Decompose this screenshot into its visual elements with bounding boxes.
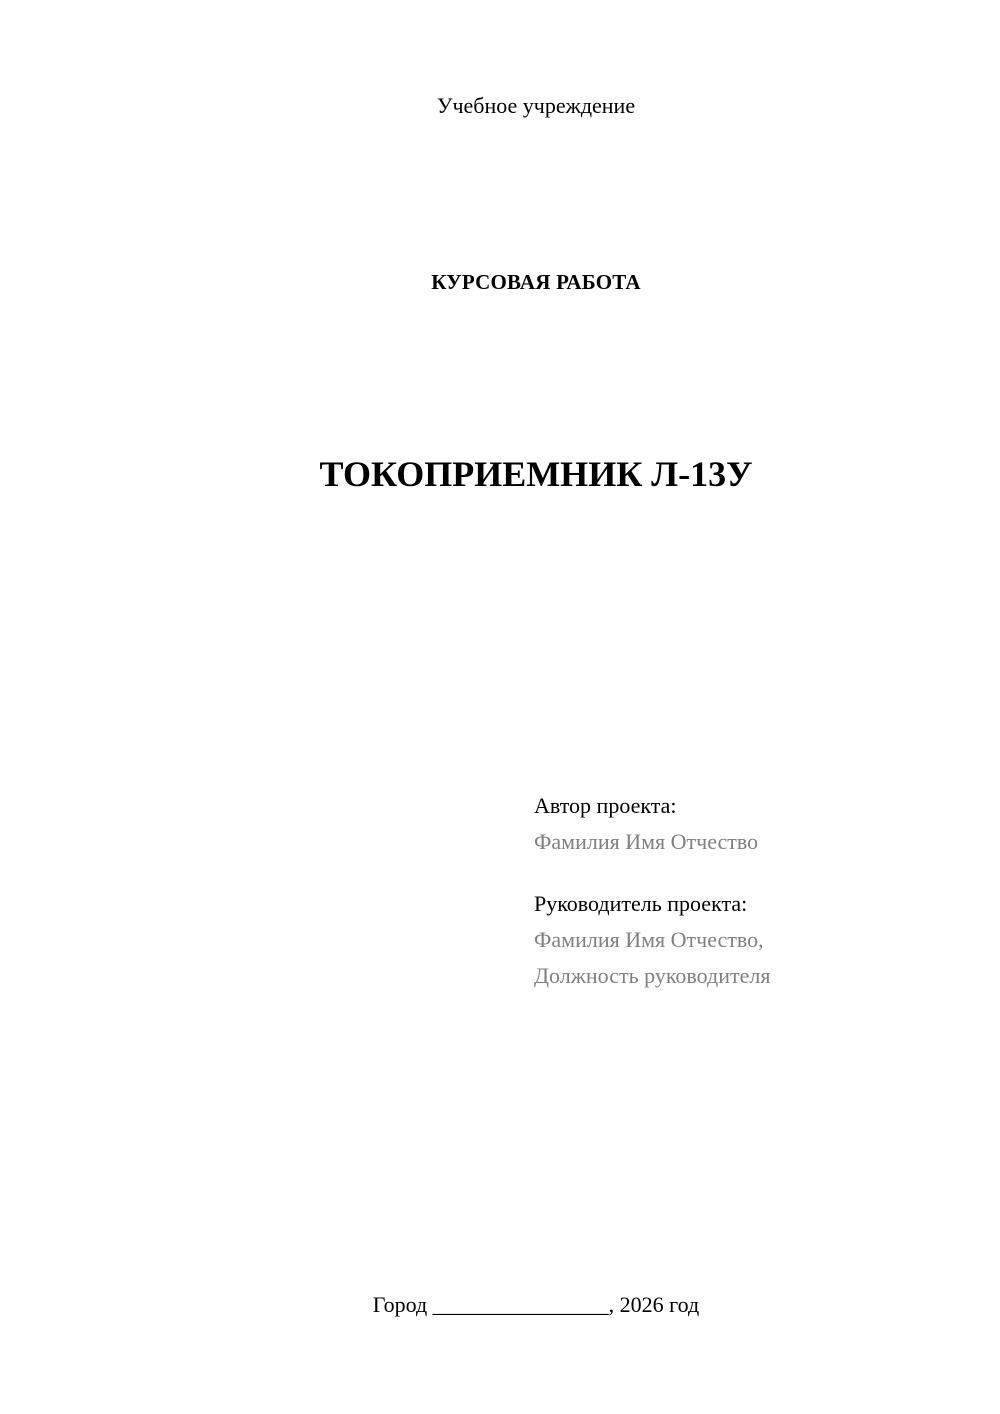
supervisor-position: Должность руководителя bbox=[534, 963, 771, 988]
supervisor-label: Руководитель проекта: bbox=[534, 891, 748, 916]
credits-block bbox=[534, 788, 974, 994]
spacer bbox=[534, 860, 974, 886]
author-name: Фамилия Имя Отчество bbox=[534, 829, 759, 854]
author-label: Автор проекта: bbox=[534, 793, 677, 818]
institution-name: Учебное учреждение bbox=[436, 93, 636, 118]
supervisor-name: Фамилия Имя Отчество, bbox=[534, 927, 764, 952]
city-year-line: Город ________________, 2026 год bbox=[372, 1292, 700, 1317]
work-type-heading: КУРСОВАЯ РАБОТА bbox=[431, 270, 641, 294]
project-title: ТОКОПРИЕМНИК Л-13У bbox=[319, 454, 753, 494]
